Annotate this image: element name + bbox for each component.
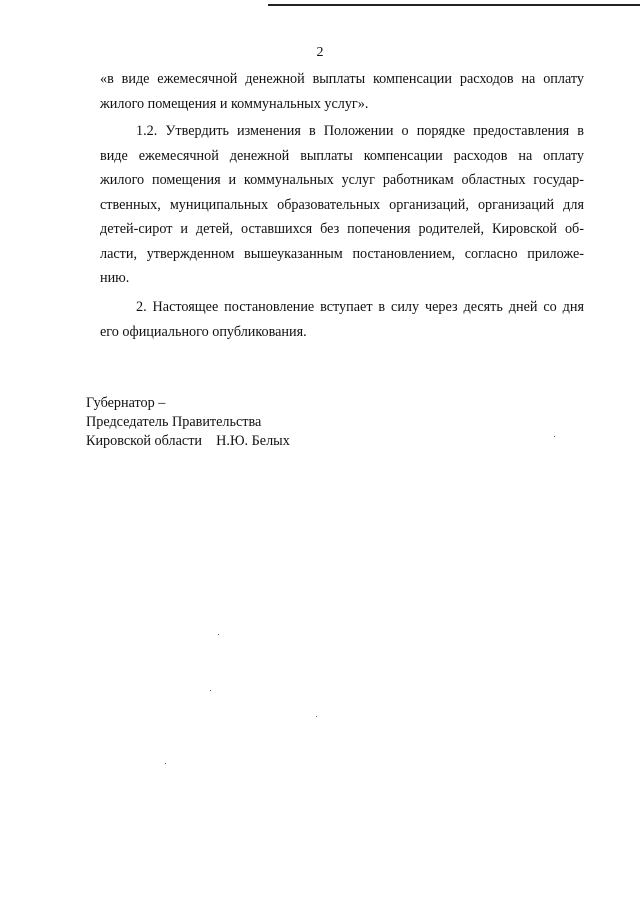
scan-speck <box>554 436 555 437</box>
paragraph-item-2 <box>100 295 584 344</box>
scan-speck <box>165 763 166 764</box>
paragraph-item-1-2 <box>100 119 584 291</box>
top-rule <box>268 4 640 6</box>
signature-block <box>86 394 290 451</box>
text-line: 1.2. Утвердить изменения в Положении о порядке предоставления в <box>136 123 584 139</box>
text-line: 2. Настоящее постановление вступает в силу через десять дней со дня <box>136 299 584 315</box>
text-line: ласти, утвержденном вышеуказанным постановлением, согласно приложе- <box>100 245 584 262</box>
text-line: «в виде ежемесячной денежной выплаты компенсации расходов на оплату <box>100 71 584 87</box>
text-line: детей-сирот и детей, оставшихся без попечения родителей, Кировской об- <box>100 221 584 237</box>
scan-speck <box>316 716 317 717</box>
text-line: ственных, муниципальных образовательных организаций, организаций для <box>100 196 584 213</box>
text-line: нию. <box>100 270 130 286</box>
text-line: жилого помещения и коммунальных услуг работникам областных государ- <box>100 172 584 188</box>
signature-region-name: Кировской области Н.Ю. Белых <box>86 433 290 449</box>
scan-speck <box>210 690 211 691</box>
paragraph-continuation <box>100 67 584 116</box>
scan-speck <box>218 634 219 635</box>
text-line: виде ежемесячной денежной выплаты компенсации расходов на оплату <box>100 147 584 164</box>
signature-title: Губернатор – <box>86 395 166 411</box>
text-line: его официального опубликования. <box>100 323 307 340</box>
page-number: 2 <box>316 45 324 60</box>
text-line: жилого помещения и коммунальных услуг». <box>100 95 369 112</box>
signature-position: Председатель Правительства <box>86 414 262 430</box>
